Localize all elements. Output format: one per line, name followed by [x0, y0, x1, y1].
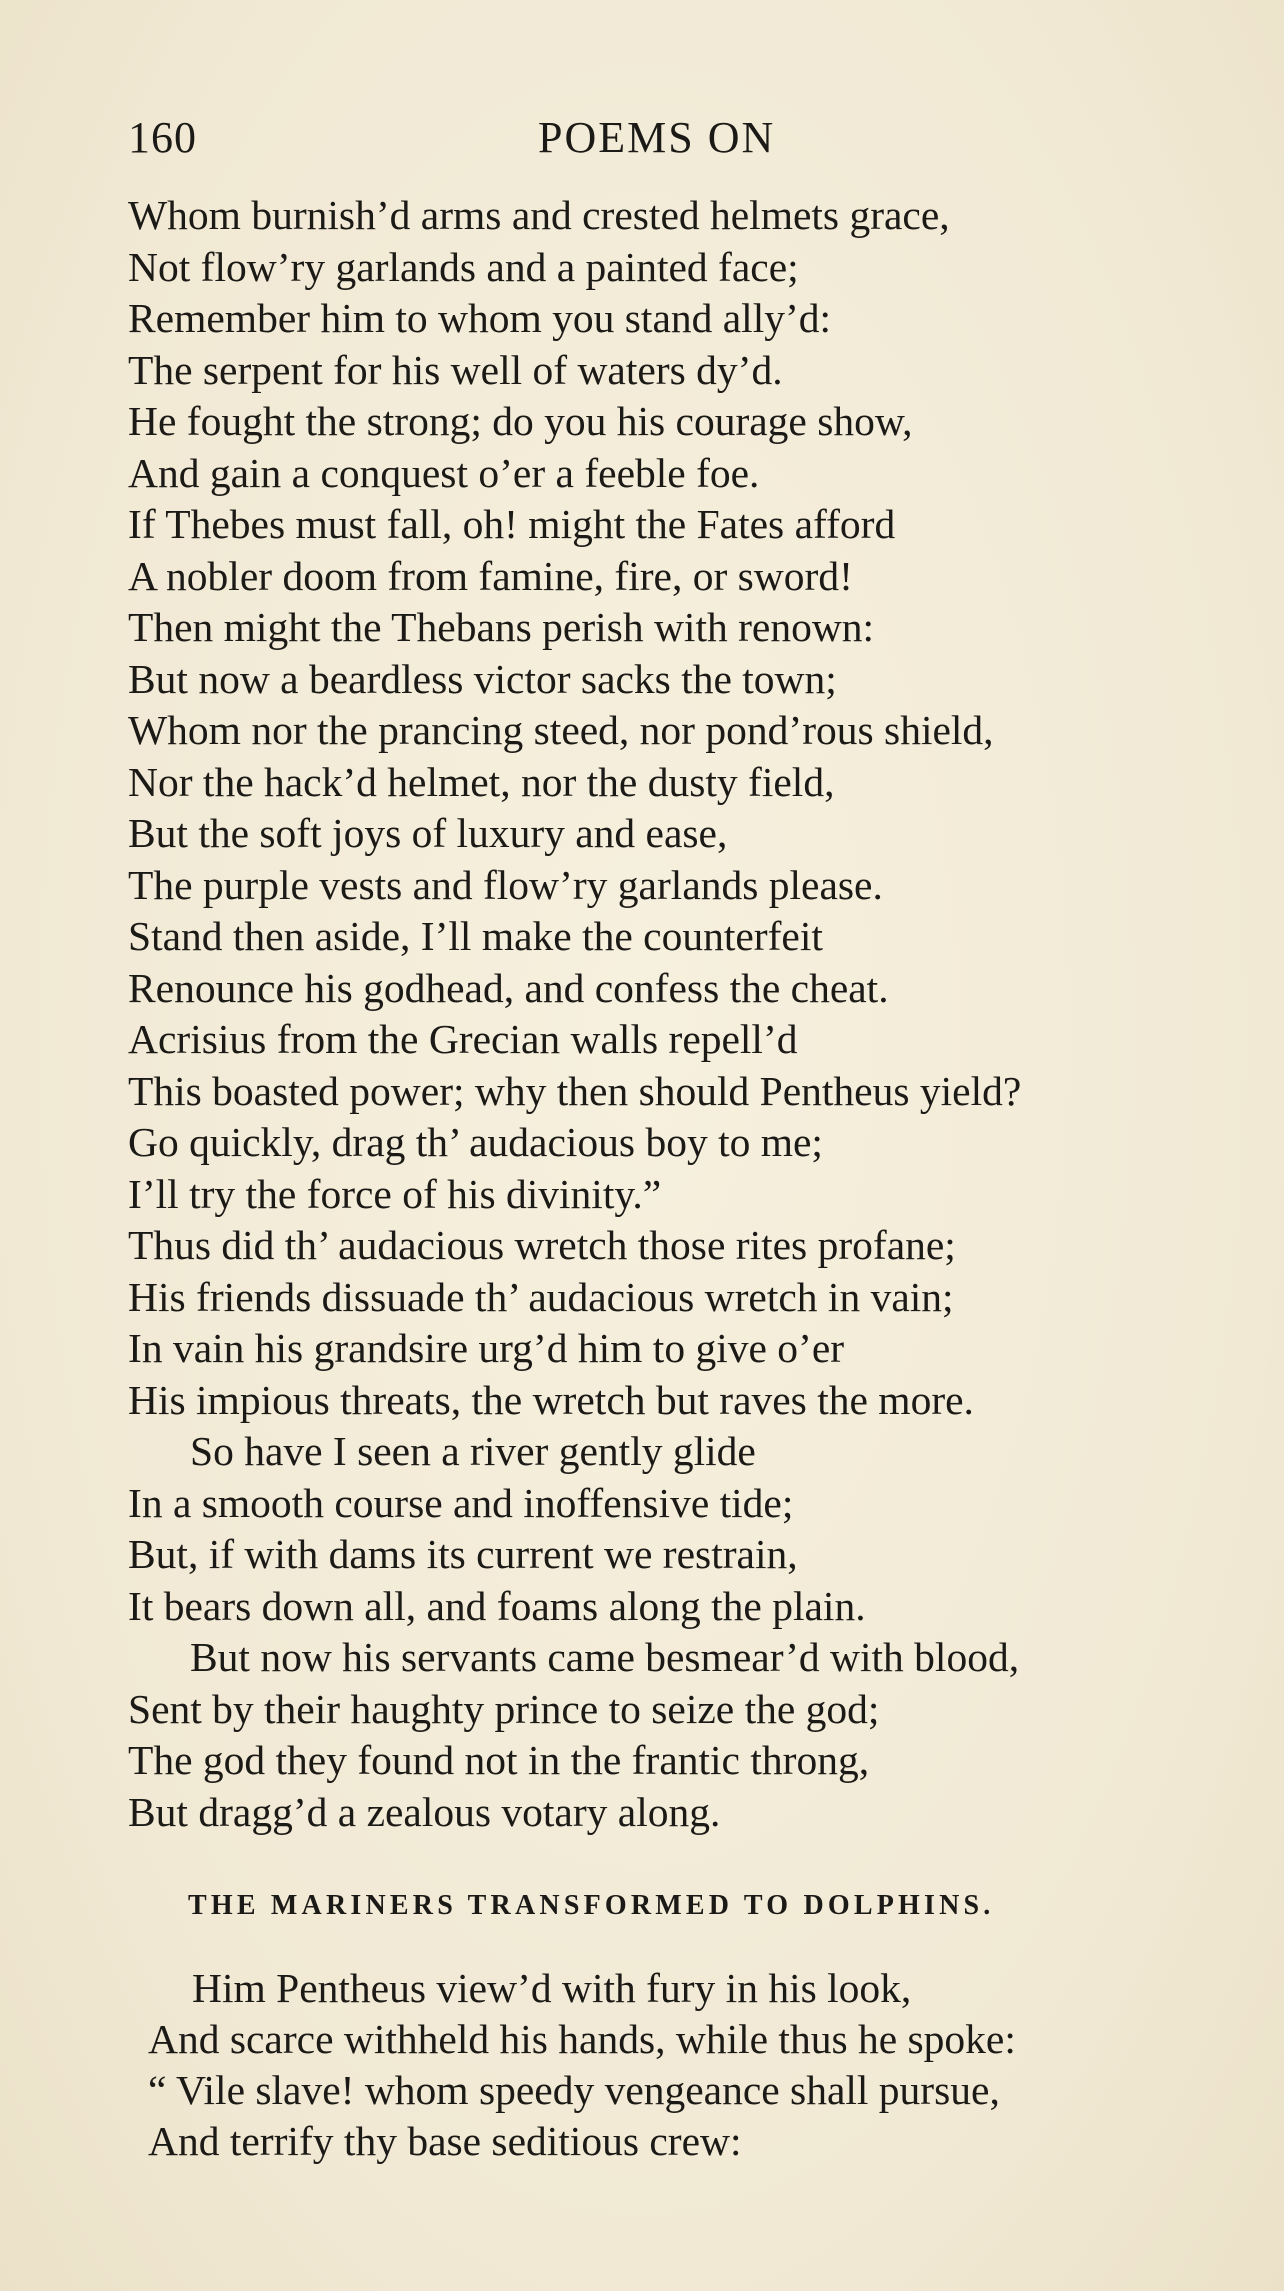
verse-line: Go quickly, drag th’ audacious boy to me;	[128, 1119, 823, 1165]
verse-line: If Thebes must fall, oh! might the Fates afford	[128, 501, 896, 547]
running-head: POEMS ON	[538, 113, 776, 162]
verse-line: Thus did th’ audacious wretch those rites profane;	[128, 1222, 956, 1268]
verse-line: It bears down all, and foams along the plain.	[128, 1582, 866, 1629]
verse-line: A nobler doom from famine, fire, or sword!	[128, 552, 853, 599]
verse-line: This boasted power; why then should Pentheus yield?	[128, 1067, 1022, 1114]
verse-line: And gain a conquest o’er a feeble foe.	[128, 449, 760, 496]
verse-line: He fought the strong; do you his courage show,	[128, 398, 913, 444]
poem-verse-continued	[148, 1963, 1268, 2167]
verse-line: Sent by their haughty prince to seize the god;	[128, 1685, 880, 1732]
verse-line: And scarce withheld his hands, while thus he spoke:	[148, 2016, 1016, 2062]
verse-line: His friends dissuade th’ audacious wretch in vain;	[128, 1273, 954, 1320]
verse-line: But, if with dams its current we restrain,	[128, 1531, 798, 1577]
verse-line: His impious threats, the wretch but raves the more.	[128, 1376, 974, 1423]
verse-line: Him Pentheus view’d with fury in his look,	[192, 1965, 912, 2011]
verse-line: But now his servants came besmear’d with blood,	[190, 1634, 1020, 1680]
poem-verse	[128, 190, 1258, 1838]
verse-line: Nor the hack’d helmet, nor the dusty field,	[128, 758, 835, 805]
verse-line: Stand then aside, I’ll make the counterfeit	[128, 913, 823, 959]
page-number: 160	[128, 113, 197, 162]
verse-line: In vain his grandsire urg’d him to give o’er	[128, 1325, 845, 1371]
verse-line: Then might the Thebans perish with renown:	[128, 604, 875, 650]
verse-line: I’ll try the force of his divinity.”	[128, 1170, 662, 1217]
page-header	[128, 112, 1128, 172]
verse-line: But now a beardless victor sacks the town;	[128, 655, 837, 702]
verse-line: The purple vests and flow’ry garlands please.	[128, 861, 883, 908]
verse-line: But the soft joys of luxury and ease,	[128, 810, 728, 856]
verse-line: Acrisius from the Grecian walls repell’d	[128, 1016, 798, 1062]
verse-line: Whom burnish’d arms and crested helmets grace,	[128, 192, 950, 238]
verse-line: Remember him to whom you stand ally’d:	[128, 295, 832, 341]
verse-line: Renounce his godhead, and confess the cheat.	[128, 964, 889, 1011]
verse-line: The serpent for his well of waters dy’d.	[128, 346, 783, 393]
verse-line: In a smooth course and inoffensive tide;	[128, 1479, 794, 1526]
verse-line: So have I seen a river gently glide	[190, 1428, 756, 1474]
verse-line: “ Vile slave! whom speedy vengeance shall pursue,	[148, 2067, 1000, 2113]
section-title: THE MARINERS TRANSFORMED TO DOLPHINS.	[188, 1890, 995, 1921]
verse-line: Not flow’ry garlands and a painted face;	[128, 243, 799, 290]
verse-line: The god they found not in the frantic throng,	[128, 1737, 870, 1783]
verse-line: But dragg’d a zealous votary along.	[128, 1788, 721, 1835]
verse-line: And terrify thy base seditious crew:	[148, 2118, 742, 2164]
verse-line: Whom nor the prancing steed, nor pond’rous shield,	[128, 707, 994, 753]
